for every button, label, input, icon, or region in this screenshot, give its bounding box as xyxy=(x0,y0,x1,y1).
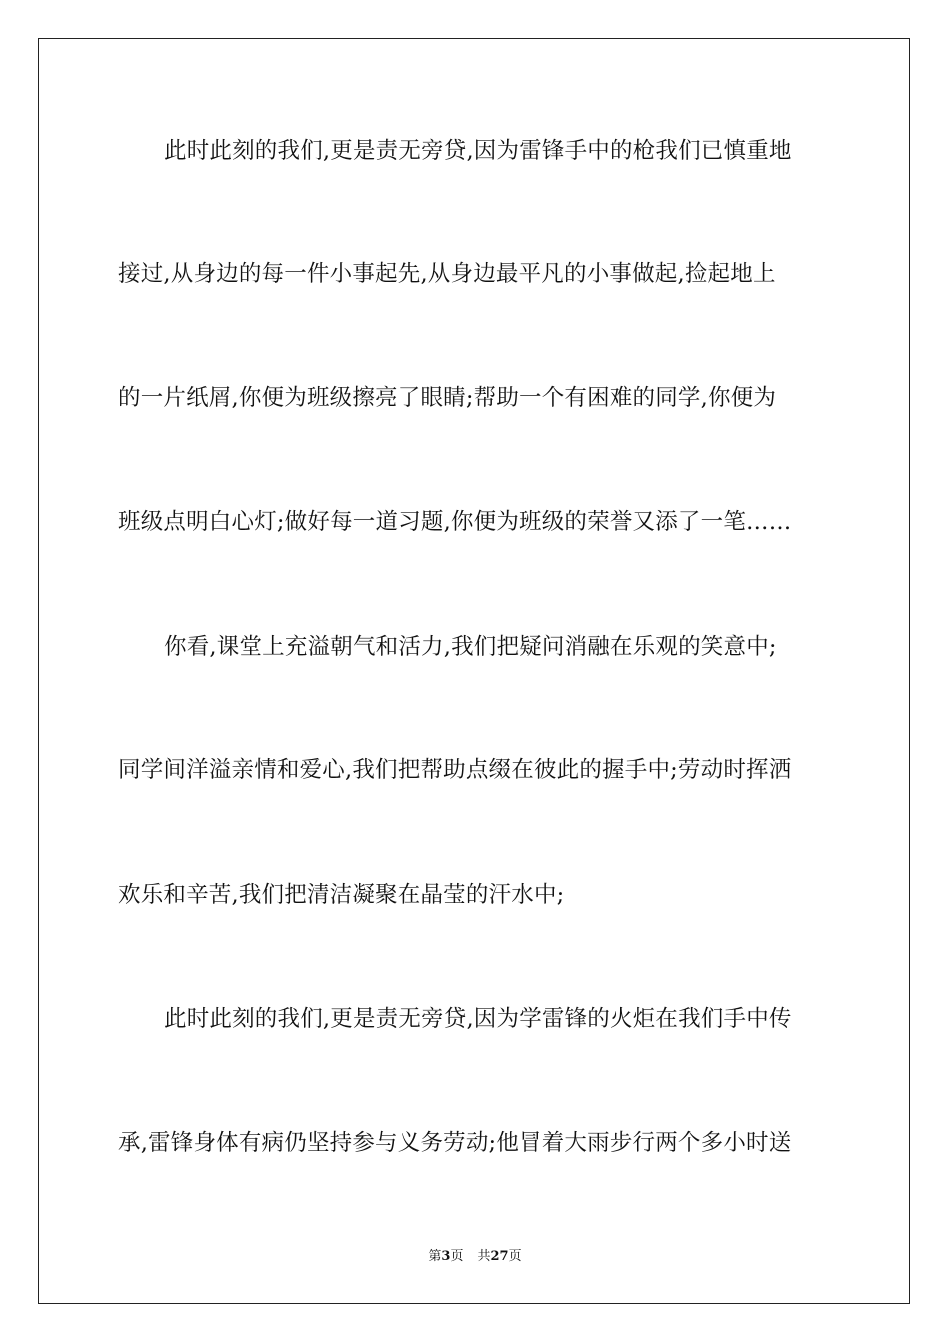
total-pages: 27 xyxy=(490,1249,509,1264)
total-suffix: 页 xyxy=(508,1249,522,1264)
paragraph-3-line-2: 承,雷锋身体有病仍坚持参与义务劳动;他冒着大雨步行两个多小时送 xyxy=(118,1130,792,1156)
page-number: 3 xyxy=(441,1249,451,1264)
paragraph-1-line-3: 的一片纸屑,你便为班级擦亮了眼睛;帮助一个有困难的同学,你便为 xyxy=(118,385,777,411)
paragraph-3-line-1: 此时此刻的我们,更是责无旁贷,因为学雷锋的火炬在我们手中传 xyxy=(164,1006,792,1032)
page-footer xyxy=(0,1248,950,1266)
paragraph-1-line-2: 接过,从身边的每一件小事起先,从身边最平凡的小事做起,捡起地上 xyxy=(118,261,776,287)
paragraph-2-line-2: 同学间洋溢亲情和爱心,我们把帮助点缀在彼此的握手中;劳动时挥洒 xyxy=(118,757,792,783)
paragraph-2-line-3: 欢乐和辛苦,我们把清洁凝聚在晶莹的汗水中; xyxy=(118,882,565,908)
total-prefix: 共 xyxy=(477,1249,491,1264)
paragraph-2-line-1: 你看,课堂上充溢朝气和活力,我们把疑问消融在乐观的笑意中; xyxy=(164,634,777,660)
paragraph-1-line-4: 班级点明白心灯;做好每一道习题,你便为班级的荣誉又添了一笔…… xyxy=(118,509,792,535)
page-border xyxy=(38,38,910,1304)
paragraph-1-line-1: 此时此刻的我们,更是责无旁贷,因为雷锋手中的枪我们已慎重地 xyxy=(164,138,792,164)
page-prefix: 第 xyxy=(428,1249,442,1264)
page-suffix: 页 xyxy=(450,1249,464,1264)
